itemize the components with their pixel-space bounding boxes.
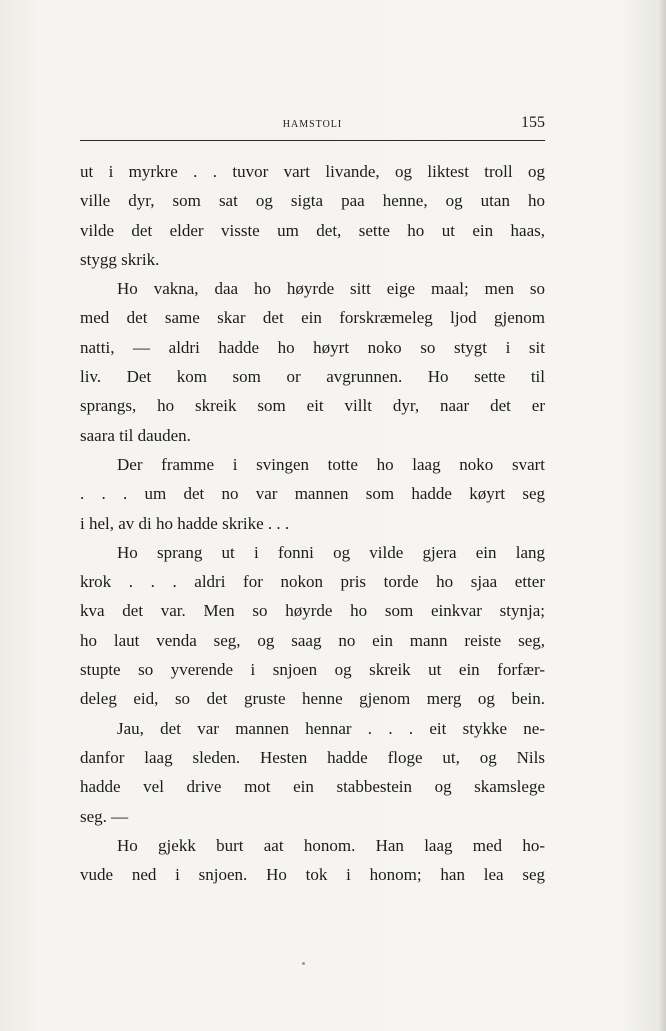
text-line: med det same skar det ein forskræmeleg ljod gjenom: [80, 308, 545, 328]
page-number: 155: [521, 114, 545, 131]
text-line: stygg skrik.: [80, 249, 160, 269]
text-line: sprangs, ho skreik som eit villt dyr, naar det er: [80, 396, 545, 416]
text-line: saara til dauden.: [80, 425, 191, 445]
text-line: stupte so yverende i snjoen og skreik ut ein forfær-: [80, 660, 545, 680]
paragraph-first-line: Ho gjekk burt aat honom. Han laag med ho-: [117, 835, 545, 855]
running-title: HAMSTOLI: [282, 119, 343, 130]
text-line: kva det var. Men so høyrde ho som einkvar stynja;: [80, 601, 545, 621]
text-line: liv. Det kom som or avgrunnen. Ho sette til: [80, 367, 545, 387]
text-line: deleg eid, so det gruste henne gjenom merg og bein.: [80, 689, 545, 709]
text-line: . . . um det no var mannen som hadde køyrt seg: [80, 484, 545, 504]
text-line: natti, — aldri hadde ho høyrt noko so stygt i sit: [80, 337, 545, 357]
paragraph-first-line: Der framme i svingen totte ho laag noko svart: [117, 454, 545, 474]
text-line: seg. —: [80, 806, 129, 826]
text-line: ho laut venda seg, og saag no ein mann reiste seg,: [80, 630, 545, 650]
running-header: [80, 112, 545, 141]
page-edge: [660, 0, 666, 1031]
text-line: vilde det elder visste um det, sette ho ut ein haas,: [80, 220, 545, 240]
text-line: ville dyr, som sat og sigta paa henne, og utan ho: [80, 191, 545, 211]
paragraph-first-line: Ho vakna, daa ho høyrde sitt eige maal; men so: [117, 279, 545, 299]
body-text: [80, 157, 545, 889]
paragraph-first-line: Jau, det var mannen hennar . . . eit stykke ne-: [117, 718, 545, 738]
paper-speck: [302, 962, 305, 965]
paragraph-first-line: Ho sprang ut i fonni og vilde gjera ein lang: [117, 542, 545, 562]
text-line: i hel, av di ho hadde skrike . . .: [80, 513, 290, 533]
text-line: danfor laag sleden. Hesten hadde floge ut, og Nils: [80, 747, 545, 767]
text-line: ut i myrkre . . tuvor vart livande, og liktest troll og: [80, 162, 545, 181]
text-line: krok . . . aldri for nokon pris torde ho sjaa etter: [80, 572, 545, 592]
text-line: vude ned i snjoen. Ho tok i honom; han lea seg: [80, 865, 545, 885]
text-line: hadde vel drive mot ein stabbestein og skamslege: [80, 777, 545, 797]
